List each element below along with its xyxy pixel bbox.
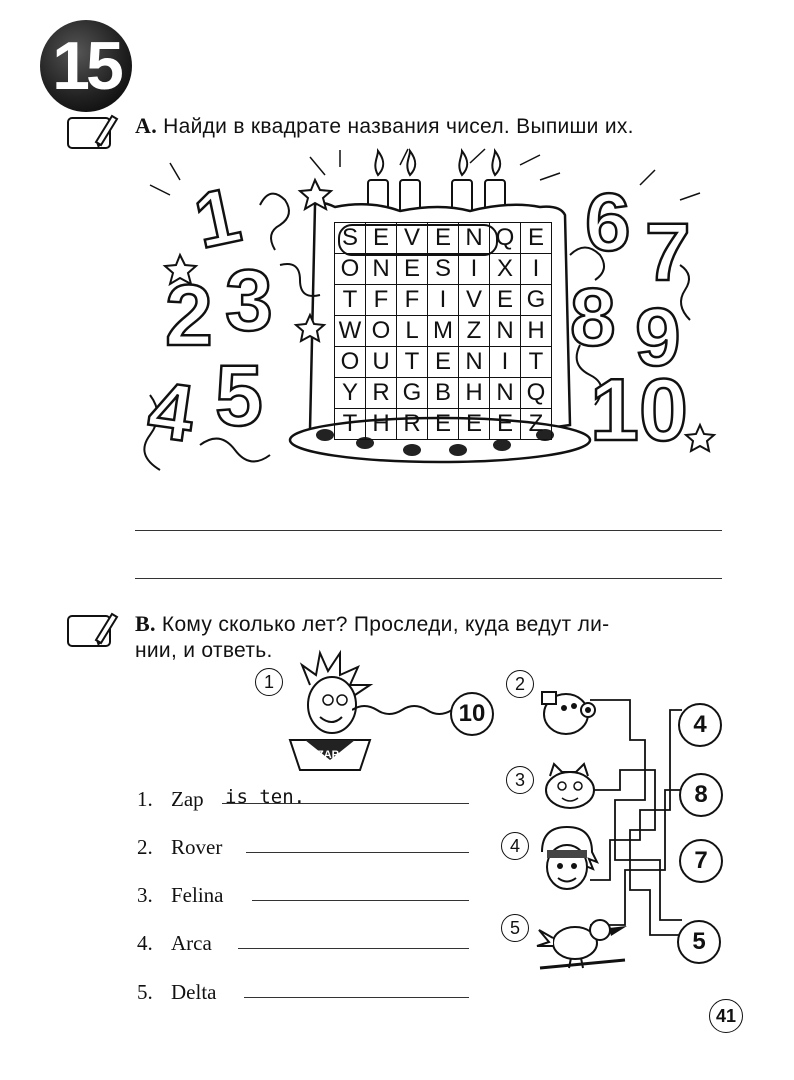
grid-cell[interactable]: O	[335, 347, 366, 378]
grid-cell[interactable]: E	[366, 223, 397, 254]
grid-cell[interactable]: I	[521, 254, 552, 285]
question-1-number: 1.	[137, 787, 153, 811]
grid-cell[interactable]: E	[459, 409, 490, 440]
unit-number-badge	[40, 20, 132, 112]
zap-shirt-label: ZAP	[317, 749, 339, 761]
grid-cell[interactable]: I	[459, 254, 490, 285]
grid-cell[interactable]: F	[366, 285, 397, 316]
grid-cell[interactable]: O	[335, 254, 366, 285]
page-number: 41	[709, 999, 743, 1033]
answer-line-2[interactable]	[135, 578, 722, 579]
grid-cell[interactable]: B	[428, 378, 459, 409]
delta-bird-illustration	[535, 908, 630, 978]
question-2-number: 2.	[137, 835, 153, 859]
question-1	[137, 787, 204, 812]
grid-row	[335, 378, 552, 409]
question-4	[137, 931, 212, 956]
grid-cell[interactable]: I	[490, 347, 521, 378]
grid-cell[interactable]: Z	[521, 409, 552, 440]
grid-cell[interactable]: I	[428, 285, 459, 316]
question-4-answer-line[interactable]	[238, 948, 469, 949]
grid-cell[interactable]: T	[397, 347, 428, 378]
grid-row	[335, 409, 552, 440]
question-3	[137, 883, 224, 908]
question-5-answer-line[interactable]	[244, 997, 469, 998]
grid-row	[335, 316, 552, 347]
task-b-text-line2: нии, и ответь.	[135, 639, 273, 662]
grid-cell[interactable]: G	[521, 285, 552, 316]
character-number-1: 1	[255, 668, 283, 696]
grid-cell[interactable]: T	[521, 347, 552, 378]
grid-cell[interactable]: E	[428, 409, 459, 440]
arca-girl-illustration	[532, 822, 602, 897]
grid-cell[interactable]: N	[366, 254, 397, 285]
svg-text:7: 7	[645, 207, 691, 298]
svg-text:10: 10	[590, 360, 688, 459]
grid-cell[interactable]: Q	[521, 378, 552, 409]
pencil-notebook-icon	[62, 610, 122, 650]
question-2-answer-line[interactable]	[246, 852, 469, 853]
task-b-letter: B.	[135, 611, 156, 636]
grid-cell[interactable]: M	[428, 316, 459, 347]
grid-cell[interactable]: S	[335, 223, 366, 254]
question-2-name: Rover	[171, 835, 223, 859]
question-1-handwritten-answer: is ten.	[225, 786, 306, 808]
age-badge-7: 7	[679, 839, 723, 883]
question-3-number: 3.	[137, 883, 153, 907]
question-4-number: 4.	[137, 931, 153, 955]
age-badge-10: 10	[450, 692, 494, 736]
question-5-name: Delta	[171, 980, 217, 1004]
age-badge-8: 8	[679, 773, 723, 817]
question-3-name: Felina	[171, 883, 224, 907]
grid-cell[interactable]: F	[397, 285, 428, 316]
question-5-number: 5.	[137, 980, 153, 1004]
grid-row	[335, 254, 552, 285]
grid-cell[interactable]: L	[397, 316, 428, 347]
question-1-name: Zap	[171, 787, 204, 811]
grid-cell[interactable]: N	[490, 316, 521, 347]
task-a-instruction	[135, 113, 634, 139]
grid-cell[interactable]: Q	[490, 223, 521, 254]
grid-cell[interactable]: R	[397, 409, 428, 440]
grid-cell[interactable]: V	[397, 223, 428, 254]
grid-cell[interactable]: Y	[335, 378, 366, 409]
grid-cell[interactable]: X	[490, 254, 521, 285]
character-number-2: 2	[506, 670, 534, 698]
grid-cell[interactable]: H	[521, 316, 552, 347]
character-number-4: 4	[501, 832, 529, 860]
grid-row	[335, 347, 552, 378]
grid-cell[interactable]: E	[397, 254, 428, 285]
svg-text:5: 5	[215, 348, 263, 444]
svg-text:9: 9	[635, 292, 681, 383]
question-3-answer-line[interactable]	[252, 900, 469, 901]
svg-text:2: 2	[165, 268, 213, 364]
svg-text:1: 1	[186, 170, 248, 266]
grid-cell[interactable]: U	[366, 347, 397, 378]
question-4-name: Arca	[171, 931, 212, 955]
felina-cat-illustration	[540, 762, 600, 812]
question-1-answer-line[interactable]	[222, 803, 469, 804]
grid-cell[interactable]: V	[459, 285, 490, 316]
svg-text:4: 4	[143, 364, 200, 459]
grid-cell[interactable]: T	[335, 285, 366, 316]
answer-line-1[interactable]	[135, 530, 722, 531]
grid-cell[interactable]: E	[490, 409, 521, 440]
grid-cell[interactable]: W	[335, 316, 366, 347]
question-5	[137, 980, 216, 1005]
svg-text:6: 6	[585, 177, 631, 268]
trace-line-1	[352, 700, 452, 720]
character-number-3: 3	[506, 766, 534, 794]
grid-cell[interactable]: G	[397, 378, 428, 409]
svg-text:8: 8	[570, 272, 616, 363]
grid-cell[interactable]: N	[459, 347, 490, 378]
character-number-5: 5	[501, 914, 529, 942]
grid-cell[interactable]: E	[428, 223, 459, 254]
task-b-text-line1: Кому сколько лет? Проследи, куда ведут ли-	[161, 613, 610, 636]
grid-row	[335, 285, 552, 316]
pencil-notebook-icon	[62, 112, 122, 152]
grid-cell[interactable]: E	[490, 285, 521, 316]
task-a-letter: A.	[135, 113, 157, 138]
grid-cell[interactable]: E	[428, 347, 459, 378]
grid-cell[interactable]: N	[490, 378, 521, 409]
rover-dog-illustration	[536, 682, 600, 742]
grid-cell[interactable]: S	[428, 254, 459, 285]
age-badge-4: 4	[678, 703, 722, 747]
question-2	[137, 835, 222, 860]
grid-cell[interactable]: Z	[459, 316, 490, 347]
grid-cell[interactable]: N	[459, 223, 490, 254]
grid-cell[interactable]: R	[366, 378, 397, 409]
grid-cell[interactable]: H	[459, 378, 490, 409]
grid-cell[interactable]: O	[366, 316, 397, 347]
grid-cell[interactable]: H	[366, 409, 397, 440]
grid-cell[interactable]: T	[335, 409, 366, 440]
grid-cell[interactable]: E	[521, 223, 552, 254]
found-word-highlight	[338, 224, 498, 256]
svg-text:3: 3	[225, 253, 273, 349]
age-badge-5: 5	[677, 920, 721, 964]
unit-number: 15	[52, 28, 120, 104]
task-a-text: Найди в квадрате названия чисел. Выпиши их.	[163, 115, 634, 138]
